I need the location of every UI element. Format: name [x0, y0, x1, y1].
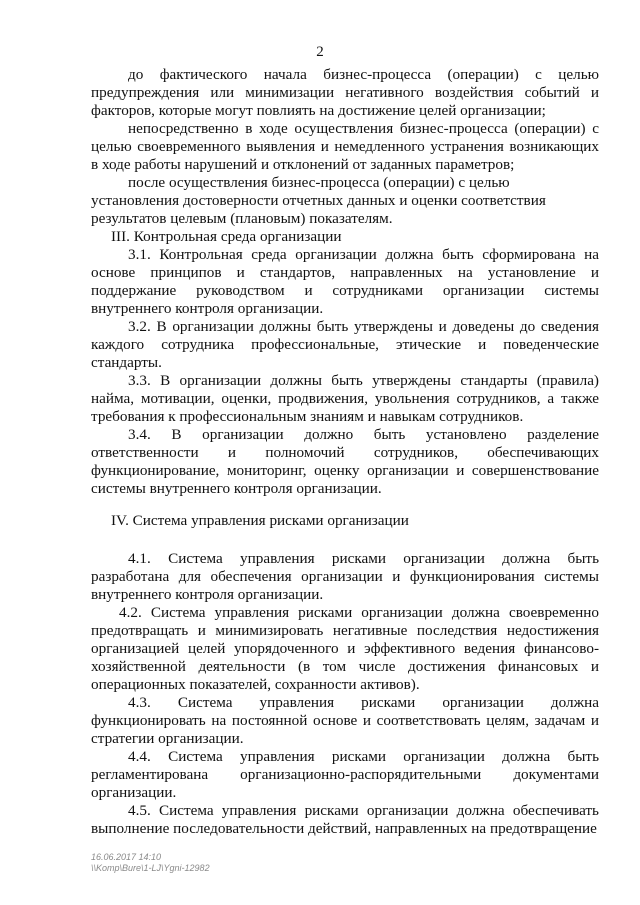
intro-paragraph: непосредственно в ходе осуществления бизнес-процесса (операции) с целью своевременного выявления и немедленного устранения возникающих в ходе работы нарушений и отклонений от заданных параметров;: [91, 120, 599, 173]
section-4-item: 4.1. Система управления рисками организации должна быть разработана для обеспечения организации и функционирования системы внутреннего контроля организации.: [91, 550, 599, 603]
section-3-title: III. Контрольная среда организации: [111, 228, 342, 245]
section-4-item: 4.2. Система управления рисками организации должна своевременно предотвращать и минимизировать негативные последствия недостижения организацией целей упорядоченного и эффективного ведения финансово-хозяйственной деятельности (в том числе достижения финансовых и операционных показателей, сохранности активов).: [91, 604, 599, 693]
section-3-item: 3.3. В организации должны быть утверждены стандарты (правила) найма, мотивации, оценки, продвижения, увольнения сотрудников, а также требования к профессиональным знаниям и навыкам сотрудников.: [91, 372, 599, 425]
section-3-item: 3.2. В организации должны быть утверждены и доведены до сведения каждого сотрудника профессиональные, этические и поведенческие стандарты.: [91, 318, 599, 371]
file-path: \\Komp\Bure\1-LJ\Ygni-12982: [91, 863, 210, 873]
intro-paragraph: после осуществления бизнес-процесса (операции) с целью установления достоверности отчетных данных и оценки соответствия результатов целевым (плановым) показателям.: [91, 174, 546, 227]
section-4-title: IV. Система управления рисками организации: [111, 512, 409, 529]
print-timestamp: 16.06.2017 14:10: [91, 852, 162, 862]
section-3-item: 3.4. В организации должно быть установлено разделение ответственности и полномочий сотрудников, обеспечивающих функционирование, мониторинг, оценку организации и совершенствование системы внутреннего контроля организации.: [91, 426, 599, 497]
intro-paragraph: до фактического начала бизнес-процесса (операции) с целью предупреждения или минимизации негативного воздействия событий и факторов, которые могут повлиять на достижение целей организации;: [91, 66, 599, 119]
print-footer: [91, 852, 210, 874]
section-3-item: 3.1. Контрольная среда организации должна быть сформирована на основе принципов и стандартов, направленных на установление и поддержание руководством и сотрудниками организации системы внутреннего контроля организации.: [91, 246, 599, 317]
page-number: 2: [316, 44, 324, 60]
document-body: [91, 66, 599, 838]
section-4-item: 4.5. Система управления рисками организации должна обеспечивать выполнение последовательности действий, направленных на предотвращение: [91, 802, 599, 837]
section-4-item: 4.4. Система управления рисками организации должна быть регламентирована организационно-распорядительными документами организации.: [91, 748, 599, 801]
section-4-item: 4.3. Система управления рисками организации должна функционировать на постоянной основе и соответствовать целям, задачам и стратегии организации.: [91, 694, 599, 747]
